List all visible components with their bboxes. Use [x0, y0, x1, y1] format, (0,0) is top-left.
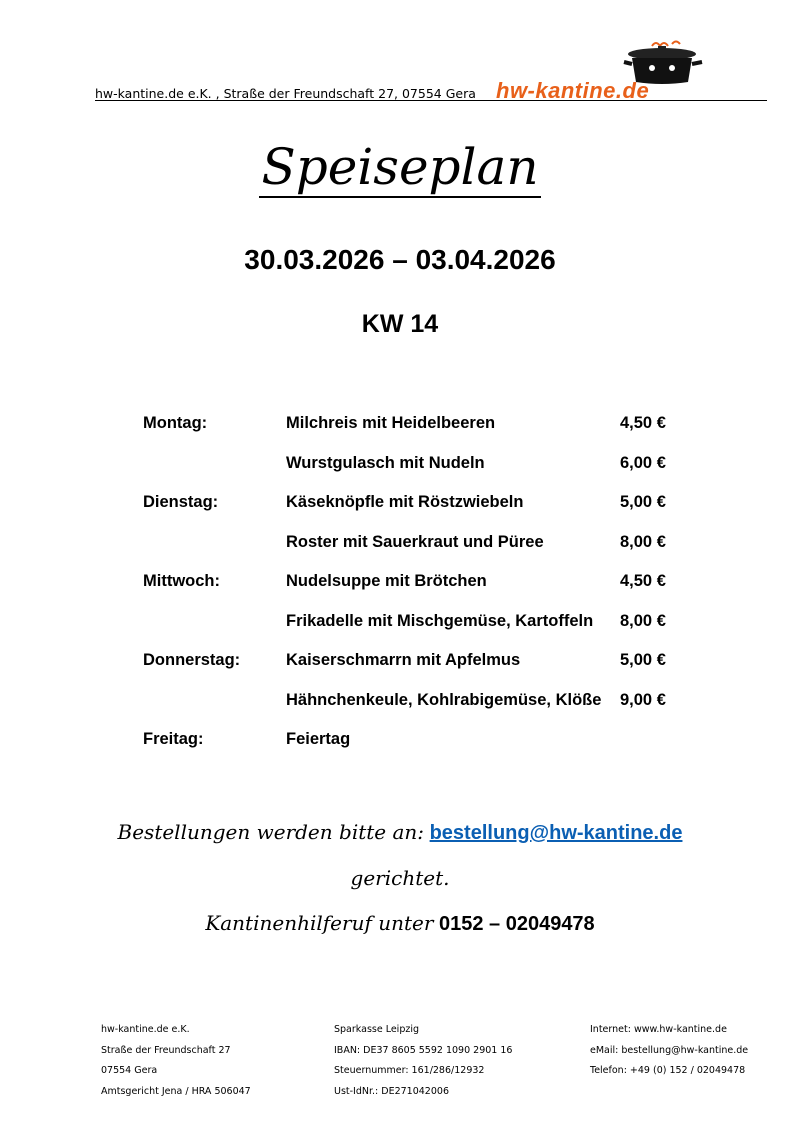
menu-table [143, 414, 683, 770]
footer-line: Amtsgericht Jena / HRA 506047 [101, 1085, 251, 1097]
menu-row [143, 572, 683, 612]
menu-price: 5,00 € [620, 651, 666, 669]
menu-day: Dienstag: [143, 493, 219, 511]
footer-line: eMail: bestellung@hw-kantine.de [590, 1044, 749, 1056]
footer-line: IBAN: DE37 8605 5592 1090 2901 16 [334, 1044, 513, 1056]
order-prefix: Bestellungen werden bitte an: [117, 820, 425, 844]
footer-line: Internet: www.hw-kantine.de [590, 1024, 727, 1035]
calendar-week: KW 14 [361, 310, 439, 338]
menu-row [143, 493, 683, 533]
menu-row [143, 612, 683, 652]
menu-dish: Hähnchenkeule, Kohlrabigemüse, Klöße [286, 690, 602, 709]
footer-company [101, 1020, 251, 1102]
menu-dish: Frikadelle mit Mischgemüse, Kartoffeln [286, 611, 594, 630]
menu-day: Mittwoch: [143, 572, 220, 590]
footer-line: Sparkasse Leipzig [334, 1024, 420, 1035]
menu-dish: Roster mit Sauerkraut und Püree [286, 532, 544, 551]
menu-price: 5,00 € [620, 493, 666, 511]
order-suffix: gerichtet. [350, 866, 450, 890]
menu-dish: Käseknöpfle mit Röstzwiebeln [286, 493, 524, 511]
menu-day: Donnerstag: [143, 651, 241, 669]
order-instructions [0, 820, 800, 845]
menu-price: 6,00 € [620, 453, 666, 472]
menu-dish: Wurstgulasch mit Nudeln [286, 453, 485, 472]
menu-dish: Feiertag [286, 730, 351, 748]
header-address: hw-kantine.de e.K. , Straße der Freundschaft 27, 07554 Gera [95, 86, 476, 101]
footer-line: Ust-IdNr.: DE271042006 [334, 1085, 449, 1097]
menu-row [143, 454, 683, 494]
footer-line: 07554 Gera [101, 1065, 158, 1076]
menu-row [143, 414, 683, 454]
menu-row [143, 533, 683, 573]
page-title: Speiseplan [261, 138, 539, 196]
order-email-link[interactable]: bestellung@hw-kantine.de [429, 822, 683, 844]
menu-dish: Milchreis mit Heidelbeeren [286, 414, 496, 432]
footer-contact [590, 1020, 748, 1082]
logo-wordmark: hw-kantine.de [496, 78, 650, 103]
menu-dish: Nudelsuppe mit Brötchen [286, 572, 487, 590]
menu-price: 9,00 € [620, 690, 666, 709]
menu-price: 8,00 € [620, 611, 666, 630]
menu-day: Montag: [143, 414, 208, 432]
date-range: 30.03.2026 – 03.04.2026 [244, 244, 556, 275]
footer-line: Telefon: +49 (0) 152 / 02049478 [590, 1065, 746, 1076]
hotline-number: 0152 – 02049478 [438, 913, 595, 935]
page-title-wrap [0, 138, 800, 197]
order-suffix-wrap [0, 866, 800, 891]
menu-row [143, 651, 683, 691]
hotline-label: Kantinenhilferuf unter [205, 911, 434, 935]
footer-line: hw-kantine.de e.K. [101, 1024, 190, 1035]
menu-row [143, 730, 683, 770]
menu-dish: Kaiserschmarrn mit Apfelmus [286, 651, 521, 669]
menu-price: 4,50 € [620, 572, 666, 590]
footer-line: Straße der Freundschaft 27 [101, 1044, 231, 1056]
footer-line: Steuernummer: 161/286/12932 [334, 1065, 485, 1076]
hotline [0, 911, 800, 936]
menu-price: 8,00 € [620, 532, 666, 551]
header-rule [95, 100, 767, 101]
menu-row [143, 691, 683, 731]
menu-price: 4,50 € [620, 414, 666, 432]
menu-day: Freitag: [143, 730, 204, 748]
footer-bank [334, 1020, 512, 1102]
